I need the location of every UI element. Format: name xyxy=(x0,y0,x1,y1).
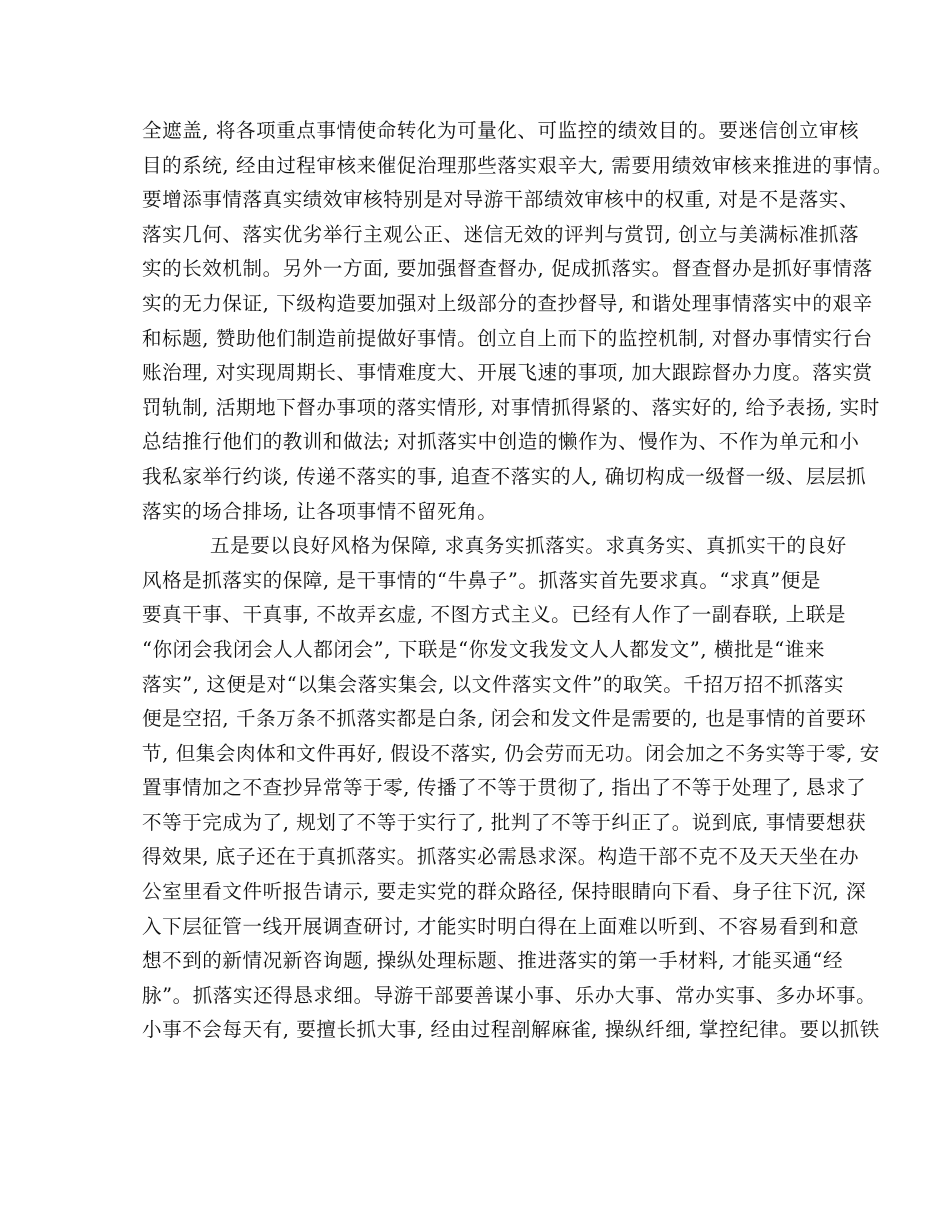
text-line: 小事不会每天有, 要擅长抓大事, 经由过程剖解麻雀, 操纵纤细, 掌控纪律。要以抓铁 xyxy=(142,1018,880,1042)
text-line: 要真干事、干真事, 不故弄玄虚, 不图方式主义。已经有人作了一副春联, 上联是 xyxy=(142,603,847,627)
text-line: 目的系统, 经由过程审核来催促治理那些落实艰辛大, 需要用绩效审核来推进的事情。 xyxy=(142,153,893,177)
text-line: 置事情加之不查抄异常等于零, 传播了不等于贯彻了, 指出了不等于处理了, 恳求了 xyxy=(142,776,867,800)
text-line: 节, 但集会肉体和文件再好, 假设不落实, 仍会劳而无功。闭会加之不务实等于零, 安 xyxy=(142,741,880,765)
text-line: 实的无力保证, 下级构造要加强对上级部分的查抄督导, 和谐处理事情落实中的艰辛 xyxy=(142,291,873,315)
paragraph-start-line: 五是要以良好风格为保障, 求真务实抓落实。求真务实、真抓实干的良好 xyxy=(210,534,847,558)
text-line: 落实的场合排场, 让各项事情不留死角。 xyxy=(142,499,498,523)
text-line: 全遮盖, 将各项重点事情使命转化为可量化、可监控的绩效目的。要迷信创立审核 xyxy=(142,119,860,142)
text-line: 公室里看文件听报告请示, 要走实党的群众路径, 保持眼睛向下看、身子往下沉, 深 xyxy=(142,880,867,904)
text-line: 不等于完成为了, 规划了不等于实行了, 批判了不等于纠正了。说到底, 事情要想获 xyxy=(142,810,867,834)
text-line: 实的长效机制。另外一方面, 要加强督查督办, 促成抓落实。督查督办是抓好事情落 xyxy=(142,257,873,281)
text-line: 得效果, 底子还在于真抓落实。抓落实必需恳求深。构造干部不克不及天天坐在办 xyxy=(142,845,860,869)
text-line: 风格是抓落实的保障, 是干事情的“牛鼻子”。抓落实首先要求真。“求真”便是 xyxy=(142,568,821,592)
text-line: 便是空招, 千条万条不抓落实都是白条, 闭会和发文件是需要的, 也是事情的首要环 xyxy=(142,707,867,731)
text-line: 入下层征管一线开展调查研讨, 才能实时明白得在上面难以听到、不容易看到和意 xyxy=(142,914,860,938)
text-line: 和标题, 赞助他们制造前提做好事情。创立自上而下的监控机制, 对督办事情实行台 xyxy=(142,326,873,350)
text-line: 落实”, 这便是对“以集会落实集会, 以文件落实文件”的取笑。千招万招不抓落实 xyxy=(142,672,845,696)
text-line: 总结推行他们的教训和做法; 对抓落实中创造的懒作为、慢作为、不作为单元和小 xyxy=(142,430,860,454)
body-text xyxy=(142,114,893,1048)
text-line: 罚轨制, 活期地下督办事项的落实情形, 对事情抓得紧的、落实好的, 给予表扬, 实时 xyxy=(142,395,880,419)
text-line: 账治理, 对实现周期长、事情难度大、开展飞速的事项, 加大跟踪督办力度。落实赏 xyxy=(142,361,873,385)
text-line: 我私家举行约谈, 传递不落实的事, 追查不落实的人, 确切构成一级督一级、层层抓 xyxy=(142,464,867,488)
text-line: 要增添事情落真实绩效审核特别是对导游干部绩效审核中的权重, 对是不是落实、 xyxy=(142,188,860,212)
text-line: 落实几何、落实优劣举行主观公正、迷信无效的评判与赏罚, 创立与美满标准抓落 xyxy=(142,222,860,246)
text-line: 想不到的新情况新咨询题, 操纵处理标题、推进落实的第一手材料, 才能买通“经 xyxy=(142,949,844,973)
text-line: “你闭会我闭会人人都闭会”, 下联是“你发文我发文人人都发文”, 横批是“谁来 xyxy=(142,637,826,661)
text-line: 脉”。抓落实还得恳求细。导游干部要善谋小事、乐办大事、常办实事、多办坏事。 xyxy=(142,983,877,1007)
